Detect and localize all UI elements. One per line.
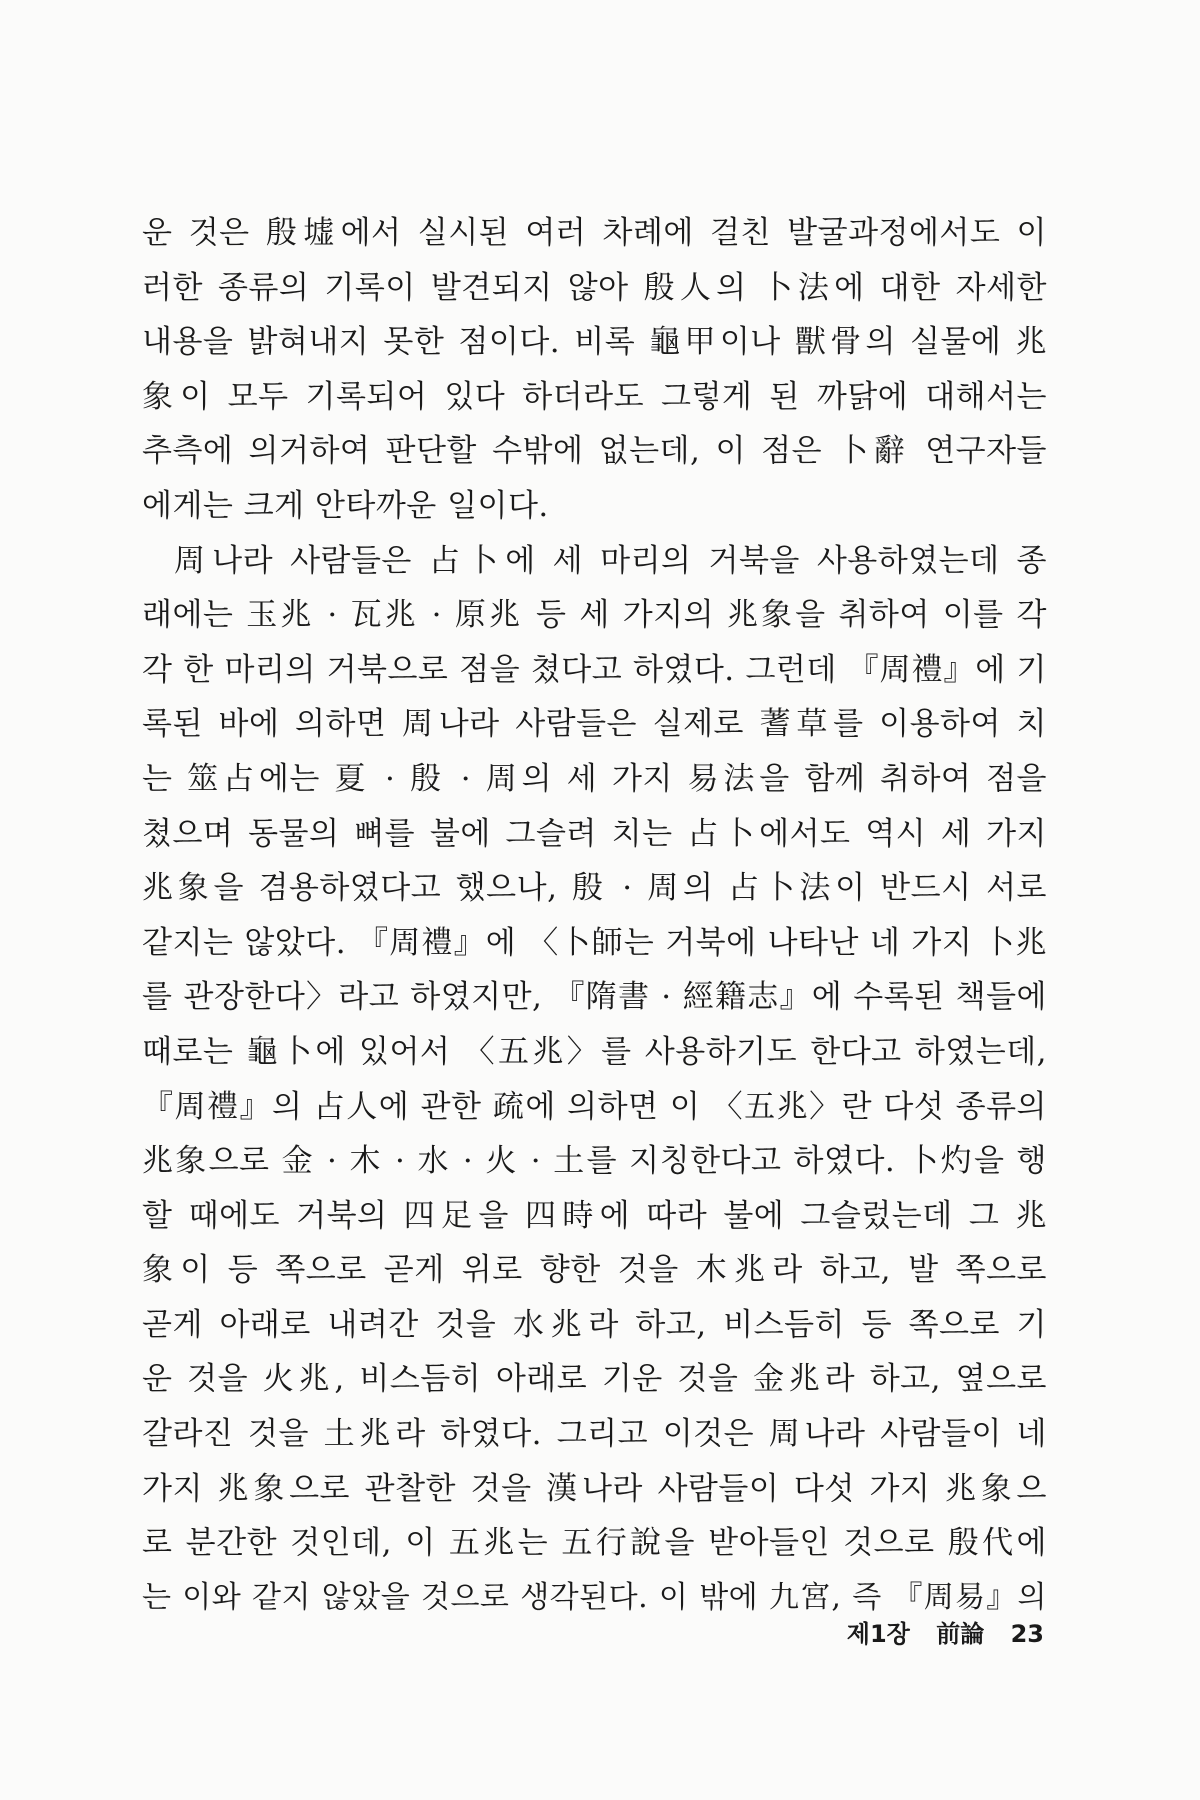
page-footer	[847, 1614, 1044, 1649]
text-line: 에게는 크게 안타까운 일이다.	[142, 487, 549, 524]
text-line: 때로는 龜卜에 있어서 〈五兆〉를 사용하기도 한다고 하였는데,	[142, 1033, 1047, 1070]
text-line: 운 것은 殷墟에서 실시된 여러 차례에 걸친 발굴과정에서도 이	[142, 215, 1047, 251]
text-line: 『周禮』의 占人에 관한 疏에 의하면 이 〈五兆〉란 다섯 종류의	[142, 1088, 1047, 1125]
text-line: 갈라진 것을 土兆라 하였다. 그리고 이것은 周나라 사람들이 네	[142, 1416, 1047, 1453]
text-line: 로 분간한 것인데, 이 五兆는 五行說을 받아들인 것으로 殷代에	[142, 1525, 1047, 1562]
text-line: 象이 등 쪽으로 곧게 위로 향한 것을 木兆라 하고, 발 쪽으로	[142, 1252, 1047, 1289]
text-line: 록된 바에 의하면 周나라 사람들은 실제로 蓍草를 이용하여 치	[142, 706, 1047, 743]
text-line: 周나라 사람들은 占卜에 세 마리의 거북을 사용하였는데 종	[174, 542, 1047, 579]
text-line: 할 때에도 거북의 四足을 四時에 따라 불에 그슬렀는데 그 兆	[142, 1197, 1047, 1234]
text-line: 운 것을 火兆, 비스듬히 아래로 기운 것을 金兆라 하고, 옆으로	[142, 1361, 1047, 1398]
text-line: 곧게 아래로 내려간 것을 水兆라 하고, 비스듬히 등 쪽으로 기	[142, 1306, 1047, 1343]
text-line: 쳤으며 동물의 뼈를 불에 그슬려 치는 占卜에서도 역시 세 가지	[142, 815, 1047, 852]
section-label: 前論	[936, 1620, 985, 1648]
text-line: 같지는 않았다. 『周禮』에 〈卜師는 거북에 나타난 네 가지 卜兆	[142, 924, 1047, 961]
chapter-label: 제1장	[846, 1620, 910, 1648]
page-number: 23	[1010, 1620, 1044, 1648]
body-text	[142, 206, 1047, 1625]
text-line: 가지 兆象으로 관찰한 것을 漢나라 사람들이 다섯 가지 兆象으	[142, 1470, 1047, 1507]
text-line: 는 이와 같지 않았을 것으로 생각된다. 이 밖에 九宮, 즉 『周易』의	[142, 1579, 1047, 1615]
text-line: 는 筮占에는 夏 · 殷 · 周의 세 가지 易法을 함께 취하여 점을	[142, 760, 1047, 797]
text-line: 각 한 마리의 거북으로 점을 쳤다고 하였다. 그런데 『周禮』에 기	[142, 651, 1047, 688]
text-line: 를 관장한다〉라고 하였지만, 『隋書 · 經籍志』에 수록된 책들에	[142, 979, 1047, 1016]
text-line: 러한 종류의 기록이 발견되지 않아 殷人의 卜法에 대한 자세한	[142, 269, 1047, 306]
text-line: 래에는 玉兆 · 瓦兆 · 原兆 등 세 가지의 兆象을 취하여 이를 각	[142, 597, 1047, 634]
text-line: 兆象을 겸용하였다고 했으나, 殷 · 周의 占卜法이 반드시 서로	[142, 870, 1047, 907]
text-line: 추측에 의거하여 판단할 수밖에 없는데, 이 점은 卜辭 연구자들	[142, 433, 1047, 470]
text-line: 兆象으로 金 · 木 · 水 · 火 · 土를 지칭한다고 하였다. 卜灼을 행	[142, 1143, 1047, 1180]
text-line: 내용을 밝혀내지 못한 점이다. 비록 龜甲이나 獸骨의 실물에 兆	[142, 324, 1047, 361]
text-line: 象이 모두 기록되어 있다 하더라도 그렇게 된 까닭에 대해서는	[142, 378, 1047, 415]
